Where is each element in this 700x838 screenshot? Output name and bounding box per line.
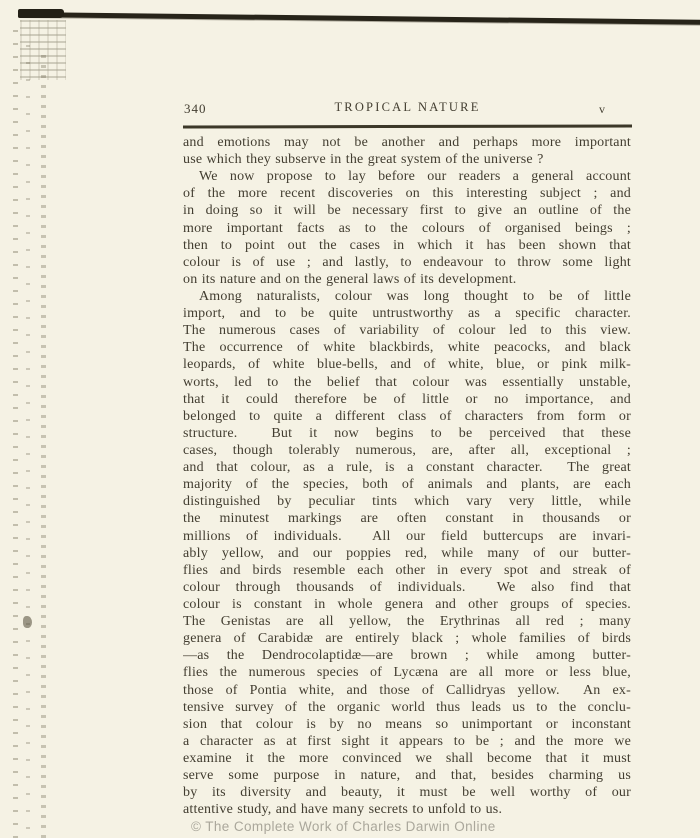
text-line: —as the Dendrocolaptidæ—are brown ; while among butter-	[183, 648, 631, 664]
text-line: the minutest markings are often constant in thousands or	[183, 511, 631, 527]
text-line: of the more recent discoveries on this interesting subject ; and	[183, 186, 631, 202]
text-line: attentive study, and have many secrets to unfold to us.	[183, 802, 503, 818]
binding-speckle-stripe	[13, 30, 18, 838]
scan-top-edge-artifact	[18, 12, 700, 25]
text-line: flies and birds resemble each other in every spot and streak of	[183, 562, 631, 578]
text-line: structure. But it now begins to be perceived that these	[183, 425, 631, 441]
text-line: colour through thousands of individuals. We also find that	[183, 579, 631, 595]
binding-speckle-blob	[23, 616, 32, 628]
binding-speckle-stripe	[41, 55, 46, 838]
text-line: The numerous cases of variability of colour led to this view.	[183, 323, 631, 339]
text-line: that it could therefore be of little or no importance, and	[183, 391, 631, 407]
text-line: on its nature and on the general laws of its development.	[183, 271, 517, 287]
text-line: serve some purpose in nature, and that, besides charming us	[183, 768, 631, 784]
text-line: sion that colour is by no means so unimportant or inconstant	[183, 716, 631, 732]
text-line: then to point out the cases in which it has been shown that	[183, 237, 631, 253]
text-line: millions of individuals. All our field buttercups are invari-	[183, 528, 631, 544]
text-line: belonged to quite a different class of characters from form or	[183, 408, 631, 424]
text-line: tensive survey of the organic world thus leads us to the conclu-	[183, 699, 631, 715]
page-number: 340	[184, 101, 207, 116]
text-line: Among naturalists, colour was long thought to be of little	[199, 288, 631, 304]
copyright-credit: © The Complete Work of Charles Darwin Online	[191, 819, 496, 834]
text-line: by its diversity and beauty, it must be well worthy of our	[183, 785, 631, 801]
header-rule	[183, 125, 632, 129]
paragraph	[183, 288, 631, 818]
running-header	[183, 100, 632, 118]
text-line: and emotions may not be another and perhaps more important	[183, 135, 631, 150]
binding-speckle-cluster	[20, 20, 66, 80]
text-line: distinguished by peculiar tints which vary very little, while	[183, 494, 631, 510]
text-line: a character as at first sight it appears to be ; and the more we	[183, 733, 631, 749]
paragraph	[183, 134, 631, 168]
text-line: colour is constant in whole genera and other groups of species.	[183, 596, 631, 612]
text-line: import, and to be quite untrustworthy as a specific character.	[183, 306, 631, 322]
text-line: worts, led to the belief that colour was essentially unstable,	[183, 374, 631, 390]
page-title: TROPICAL NATURE	[334, 100, 481, 114]
text-line: cases, though tolerably numerous, are, after all, exceptional ;	[183, 442, 631, 458]
paragraph	[183, 168, 631, 288]
text-line: The occurrence of white blackbirds, white peacocks, and black	[183, 340, 631, 356]
text-line: genera of Carabidæ are entirely black ; whole families of birds	[183, 631, 631, 647]
text-line: We now propose to lay before our readers a general account	[199, 169, 631, 185]
text-line: use which they subserve in the great system of the universe ?	[183, 152, 544, 168]
signature-mark: v	[599, 102, 606, 116]
text-line: more important facts as to the colours of organised beings ;	[183, 220, 631, 236]
scan-top-edge-artifact-left	[18, 9, 64, 18]
text-line: ably yellow, and our poppies red, while many of our butter-	[183, 545, 631, 561]
text-line: leopards, of white blue-bells, and of white, blue, or pink milk-	[183, 357, 631, 373]
text-line: The Genistas are all yellow, the Erythrinas all red ; many	[183, 614, 631, 630]
text-line: colour is of use ; and lastly, to endeavour to throw some light	[183, 254, 631, 270]
text-line: flies the numerous species of Lycæna are all more or less blue,	[183, 665, 631, 681]
text-line: majority of the species, both of animals and plants, are each	[183, 477, 631, 493]
text-line: examine it the more convinced we shall become that it must	[183, 750, 631, 766]
text-line: and that colour, as a rule, is a constant character. The great	[183, 460, 631, 476]
text-line: in doing so it will be necessary first to give an outline of the	[183, 203, 631, 219]
text-line: those of Pontia white, and those of Callidryas yellow. An ex-	[183, 682, 631, 698]
binding-speckle-stripe	[26, 45, 30, 838]
page-body	[183, 134, 631, 818]
